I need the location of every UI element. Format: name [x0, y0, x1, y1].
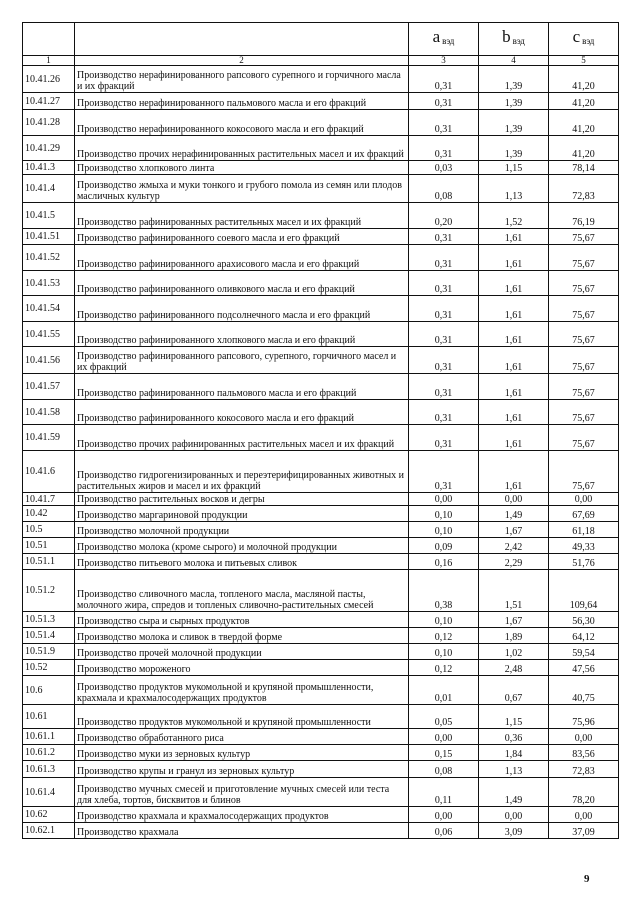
row-name: Производство продуктов мукомольной и крупяной промышленности, крахмала и крахмалосодержащих продуктов: [75, 676, 409, 705]
row-value-b: 1,61: [479, 425, 549, 451]
page-number: 9: [584, 873, 590, 885]
row-code: 10.6: [23, 676, 75, 705]
row-value-a: 0,31: [409, 374, 479, 400]
row-value-a: 0,06: [409, 823, 479, 839]
row-value-b: 1,61: [479, 374, 549, 400]
header-name: [75, 23, 409, 56]
row-value-c: 75,67: [549, 425, 619, 451]
row-value-b: 1,13: [479, 761, 549, 778]
row-code: 10.52: [23, 660, 75, 676]
table-row: [23, 93, 619, 110]
table-row: [23, 644, 619, 660]
row-value-c: 75,67: [549, 296, 619, 322]
row-value-b: 0,67: [479, 676, 549, 705]
table-row: [23, 823, 619, 839]
row-name: Производство сыра и сырных продуктов: [75, 612, 409, 628]
row-value-b: 1,39: [479, 93, 549, 110]
header-row: [23, 23, 619, 56]
table-row: [23, 660, 619, 676]
row-value-c: 0,00: [549, 807, 619, 823]
row-name: Производство нерафинированного рапсового сурепного и горчичного масла и их фракций: [75, 66, 409, 93]
row-value-c: 78,20: [549, 778, 619, 807]
row-value-c: 49,33: [549, 538, 619, 554]
table-row: [23, 506, 619, 522]
row-value-c: 0,00: [549, 493, 619, 506]
row-code: 10.41.59: [23, 425, 75, 451]
table-row: [23, 522, 619, 538]
row-value-b: 1,13: [479, 175, 549, 203]
header-code: [23, 23, 75, 56]
row-code: 10.51: [23, 538, 75, 554]
table-row: [23, 451, 619, 493]
row-code: 10.41.6: [23, 451, 75, 493]
row-code: 10.41.26: [23, 66, 75, 93]
column-number: 3: [409, 56, 479, 66]
row-code: 10.41.56: [23, 347, 75, 374]
row-code: 10.61.2: [23, 745, 75, 761]
row-name: Производство мучных смесей и приготовление мучных смесей или теста для хлеба, тортов, бисквитов и блинов: [75, 778, 409, 807]
row-code: 10.51.3: [23, 612, 75, 628]
row-value-c: 37,09: [549, 823, 619, 839]
row-value-b: 1,39: [479, 110, 549, 136]
coefficient-table: [22, 22, 619, 839]
row-value-c: 64,12: [549, 628, 619, 644]
row-code: 10.61.3: [23, 761, 75, 778]
row-value-b: 1,67: [479, 612, 549, 628]
row-value-c: 61,18: [549, 522, 619, 538]
row-value-b: 1,61: [479, 245, 549, 271]
table-row: [23, 778, 619, 807]
row-code: 10.61.1: [23, 729, 75, 745]
table-row: [23, 110, 619, 136]
row-value-a: 0,31: [409, 347, 479, 374]
row-name: Производство рафинированного хлопкового масла и его фракций: [75, 322, 409, 347]
row-value-b: 2,42: [479, 538, 549, 554]
table-row: [23, 175, 619, 203]
table-row: [23, 161, 619, 175]
row-code: 10.61.4: [23, 778, 75, 807]
row-value-b: 1,61: [479, 296, 549, 322]
table-row: [23, 493, 619, 506]
row-value-a: 0,11: [409, 778, 479, 807]
row-code: 10.41.27: [23, 93, 75, 110]
row-value-b: 1,61: [479, 229, 549, 245]
header-c: c $_{вэд}$: [549, 23, 619, 56]
row-code: 10.62: [23, 807, 75, 823]
row-value-c: 75,67: [549, 322, 619, 347]
row-value-c: 75,67: [549, 271, 619, 296]
row-value-b: 1,84: [479, 745, 549, 761]
row-value-a: 0,12: [409, 628, 479, 644]
row-value-a: 0,31: [409, 110, 479, 136]
row-value-a: 0,00: [409, 729, 479, 745]
row-name: Производство молока (кроме сырого) и молочной продукции: [75, 538, 409, 554]
row-value-c: 109,64: [549, 570, 619, 612]
row-code: 10.51.1: [23, 554, 75, 570]
row-name: Производство продуктов мукомольной и крупяной промышленности: [75, 705, 409, 729]
row-code: 10.41.54: [23, 296, 75, 322]
row-value-b: 1,15: [479, 161, 549, 175]
row-value-c: 75,67: [549, 245, 619, 271]
column-number-row: [23, 56, 619, 66]
row-value-a: 0,10: [409, 522, 479, 538]
row-value-b: 1,61: [479, 451, 549, 493]
row-name: Производство рафинированного оливкового масла и его фракций: [75, 271, 409, 296]
row-code: 10.51.9: [23, 644, 75, 660]
column-number: 1: [23, 56, 75, 66]
row-value-a: 0,31: [409, 296, 479, 322]
table-row: [23, 347, 619, 374]
row-value-b: 1,52: [479, 203, 549, 229]
row-value-a: 0,31: [409, 93, 479, 110]
row-value-a: 0,10: [409, 506, 479, 522]
row-code: 10.41.7: [23, 493, 75, 506]
table-row: [23, 296, 619, 322]
table-row: [23, 807, 619, 823]
table-row: [23, 761, 619, 778]
row-value-b: 0,00: [479, 493, 549, 506]
row-value-a: 0,31: [409, 271, 479, 296]
row-value-c: 75,96: [549, 705, 619, 729]
row-code: 10.41.58: [23, 400, 75, 425]
row-code: 10.62.1: [23, 823, 75, 839]
row-value-a: 0,31: [409, 451, 479, 493]
row-name: Производство мороженого: [75, 660, 409, 676]
row-name: Производство рафинированного пальмового масла и его фракций: [75, 374, 409, 400]
row-value-c: 76,19: [549, 203, 619, 229]
table-row: [23, 745, 619, 761]
row-value-c: 41,20: [549, 66, 619, 93]
row-value-a: 0,16: [409, 554, 479, 570]
row-name: Производство растительных восков и дегры: [75, 493, 409, 506]
row-code: 10.41.57: [23, 374, 75, 400]
row-name: Производство жмыха и муки тонкого и грубого помола из семян или плодов масличных культур: [75, 175, 409, 203]
table-row: [23, 554, 619, 570]
row-name: Производство крахмала: [75, 823, 409, 839]
row-value-c: 75,67: [549, 451, 619, 493]
row-value-a: 0,00: [409, 493, 479, 506]
column-number: 4: [479, 56, 549, 66]
table-row: [23, 538, 619, 554]
row-value-a: 0,31: [409, 425, 479, 451]
table-row: [23, 628, 619, 644]
row-value-a: 0,31: [409, 322, 479, 347]
row-code: 10.51.4: [23, 628, 75, 644]
table-row: [23, 705, 619, 729]
row-value-c: 75,67: [549, 347, 619, 374]
row-value-c: 59,54: [549, 644, 619, 660]
row-value-a: 0,31: [409, 66, 479, 93]
row-code: 10.41.5: [23, 203, 75, 229]
row-value-c: 40,75: [549, 676, 619, 705]
row-name: Производство маргариновой продукции: [75, 506, 409, 522]
row-name: Производство крахмала и крахмалосодержащих продуктов: [75, 807, 409, 823]
row-value-b: 0,36: [479, 729, 549, 745]
row-value-c: 0,00: [549, 729, 619, 745]
table-row: [23, 245, 619, 271]
row-name: Производство прочей молочной продукции: [75, 644, 409, 660]
row-value-a: 0,31: [409, 136, 479, 161]
table-row: [23, 271, 619, 296]
row-name: Производство нерафинированного кокосового масла и его фракций: [75, 110, 409, 136]
row-value-a: 0,31: [409, 400, 479, 425]
table-row: [23, 203, 619, 229]
row-value-b: 1,61: [479, 347, 549, 374]
row-value-a: 0,08: [409, 175, 479, 203]
row-value-a: 0,12: [409, 660, 479, 676]
row-value-b: 1,02: [479, 644, 549, 660]
row-name: Производство питьевого молока и питьевых сливок: [75, 554, 409, 570]
row-name: Производство прочих нерафинированных растительных масел и их фракций: [75, 136, 409, 161]
row-value-c: 47,56: [549, 660, 619, 676]
row-name: Производство молока и сливок в твердой форме: [75, 628, 409, 644]
row-value-c: 41,20: [549, 136, 619, 161]
row-value-b: 1,67: [479, 522, 549, 538]
row-code: 10.41.4: [23, 175, 75, 203]
table-row: [23, 322, 619, 347]
row-name: Производство молочной продукции: [75, 522, 409, 538]
row-name: Производство нерафинированного пальмового масла и его фракций: [75, 93, 409, 110]
row-value-a: 0,05: [409, 705, 479, 729]
row-value-c: 78,14: [549, 161, 619, 175]
row-value-b: 1,39: [479, 136, 549, 161]
row-value-b: 3,09: [479, 823, 549, 839]
row-value-b: 1,51: [479, 570, 549, 612]
row-value-a: 0,08: [409, 761, 479, 778]
table-row: [23, 66, 619, 93]
header-b: b $_{вэд}$: [479, 23, 549, 56]
row-value-b: 1,89: [479, 628, 549, 644]
row-name: Производство хлопкового линта: [75, 161, 409, 175]
row-code: 10.41.53: [23, 271, 75, 296]
table-row: [23, 136, 619, 161]
row-code: 10.41.51: [23, 229, 75, 245]
row-code: 10.41.52: [23, 245, 75, 271]
row-code: 10.42: [23, 506, 75, 522]
row-name: Производство рафинированных растительных масел и их фракций: [75, 203, 409, 229]
table-row: [23, 570, 619, 612]
row-code: 10.41.55: [23, 322, 75, 347]
row-value-b: 1,61: [479, 400, 549, 425]
row-value-c: 75,67: [549, 400, 619, 425]
table-row: [23, 676, 619, 705]
row-name: Производство рафинированного подсолнечного масла и его фракций: [75, 296, 409, 322]
table-row: [23, 229, 619, 245]
row-value-c: 75,67: [549, 229, 619, 245]
row-name: Производство рафинированного арахисового масла и его фракций: [75, 245, 409, 271]
column-number: 2: [75, 56, 409, 66]
row-value-a: 0,31: [409, 245, 479, 271]
table-row: [23, 425, 619, 451]
row-name: Производство рафинированного кокосового масла и его фракций: [75, 400, 409, 425]
row-value-a: 0,15: [409, 745, 479, 761]
row-value-b: 1,49: [479, 506, 549, 522]
table-row: [23, 612, 619, 628]
row-value-a: 0,10: [409, 644, 479, 660]
row-value-a: 0,38: [409, 570, 479, 612]
row-value-a: 0,09: [409, 538, 479, 554]
row-value-b: 0,00: [479, 807, 549, 823]
row-value-a: 0,31: [409, 229, 479, 245]
row-value-a: 0,00: [409, 807, 479, 823]
row-value-c: 72,83: [549, 175, 619, 203]
row-value-c: 56,30: [549, 612, 619, 628]
row-name: Производство обработанного риса: [75, 729, 409, 745]
row-value-b: 2,29: [479, 554, 549, 570]
row-value-c: 67,69: [549, 506, 619, 522]
row-value-b: 1,15: [479, 705, 549, 729]
row-name: Производство прочих рафинированных растительных масел и их фракций: [75, 425, 409, 451]
row-value-b: 1,61: [479, 271, 549, 296]
row-value-c: 41,20: [549, 93, 619, 110]
row-name: Производство рафинированного рапсового, сурепного, горчичного масел и их фракций: [75, 347, 409, 374]
column-number: 5: [549, 56, 619, 66]
row-name: Производство муки из зерновых культур: [75, 745, 409, 761]
table-row: [23, 400, 619, 425]
coefficient-table-sheet: [22, 22, 618, 839]
table-row: [23, 729, 619, 745]
row-value-c: 51,76: [549, 554, 619, 570]
row-value-b: 1,61: [479, 322, 549, 347]
row-value-c: 83,56: [549, 745, 619, 761]
row-code: 10.5: [23, 522, 75, 538]
row-name: Производство гидрогенизированных и переэтерифицированных животных и растительных жиров и масел и их фракций: [75, 451, 409, 493]
row-code: 10.41.3: [23, 161, 75, 175]
row-value-a: 0,03: [409, 161, 479, 175]
table-row: [23, 374, 619, 400]
row-value-a: 0,10: [409, 612, 479, 628]
row-name: Производство сливочного масла, топленого масла, масляной пасты, молочного жира, спредов и топленых сливочно-растительных смесей: [75, 570, 409, 612]
row-value-a: 0,20: [409, 203, 479, 229]
row-value-b: 1,49: [479, 778, 549, 807]
row-name: Производство крупы и гранул из зерновых культур: [75, 761, 409, 778]
row-value-c: 75,67: [549, 374, 619, 400]
row-value-b: 2,48: [479, 660, 549, 676]
row-code: 10.51.2: [23, 570, 75, 612]
row-code: 10.41.28: [23, 110, 75, 136]
row-value-c: 72,83: [549, 761, 619, 778]
row-code: 10.61: [23, 705, 75, 729]
row-name: Производство рафинированного соевого масла и его фракций: [75, 229, 409, 245]
row-value-a: 0,01: [409, 676, 479, 705]
row-code: 10.41.29: [23, 136, 75, 161]
row-value-c: 41,20: [549, 110, 619, 136]
row-value-b: 1,39: [479, 66, 549, 93]
header-a: a $_{вэд}$: [409, 23, 479, 56]
